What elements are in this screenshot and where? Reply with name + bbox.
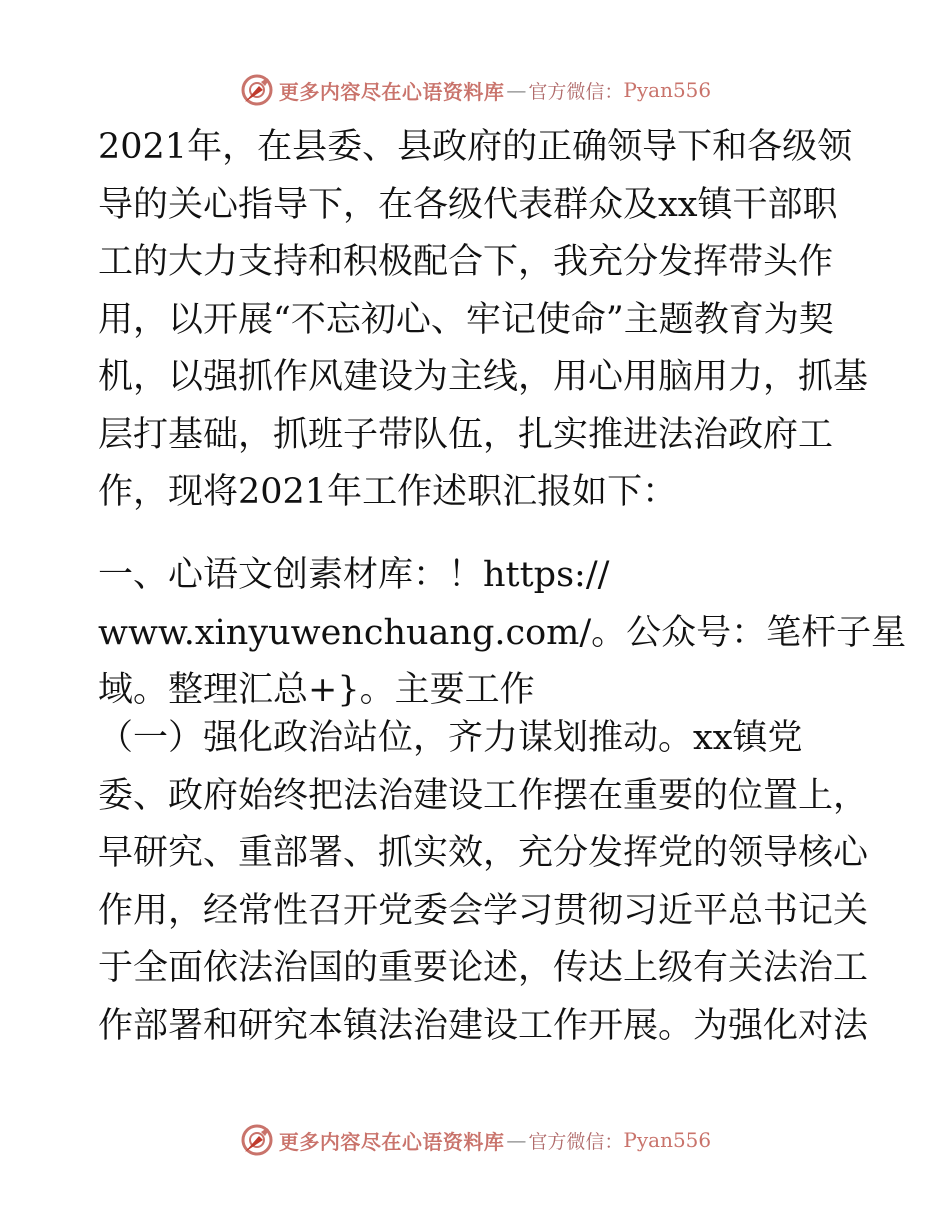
text-line: www.xinyuwenchuang.com/。公众号：笔杆子星 xyxy=(98,612,907,653)
text-line: 一、心语文创素材库：！https:// xyxy=(98,555,610,595)
watermark-separator: — xyxy=(506,1128,527,1152)
watermark-contact-label: 官方微信： xyxy=(528,1130,624,1153)
text-line: 作，现将2021年工作述职汇报如下： xyxy=(98,472,678,512)
watermark-contact-label: 官方微信： xyxy=(528,80,624,103)
text-line: 导的关心指导下，在各级代表群众及xx镇干部职 xyxy=(98,184,838,225)
text-line: 委、政府始终把法治建设工作摆在重要的位置上， xyxy=(98,775,869,816)
text-line: 域。整理汇总+}。主要工作 xyxy=(98,670,535,710)
watermark-main-text: 更多内容尽在心语资料库 xyxy=(278,1129,505,1154)
watermark-main-text: 更多内容尽在心语资料库 xyxy=(278,79,505,104)
watermark-banner-bottom xyxy=(0,1120,950,1160)
paragraph-section-heading xyxy=(98,547,907,720)
text-line: 机，以强抓作风建设为主线，用心用脑用力，抓基 xyxy=(98,357,869,397)
text-line: （一）强化政治站位，齐力谋划推动。xx镇党 xyxy=(98,718,803,758)
watermark-separator: — xyxy=(506,78,527,102)
text-line: 工的大力支持和积极配合下，我充分发挥带头作 xyxy=(98,242,834,282)
watermark-banner-top xyxy=(0,70,950,110)
pen-logo-icon xyxy=(239,1122,275,1158)
paragraph-subsection-one xyxy=(98,710,869,1055)
text-line: 作用，经常性召开党委会学习贯彻习近平总书记关 xyxy=(98,890,869,931)
text-line: 层打基础，抓班子带队伍，扎实推进法治政府工 xyxy=(98,414,834,455)
paragraph-intro xyxy=(98,119,869,522)
text-line: 早研究、重部署、抓实效，充分发挥党的领导核心 xyxy=(98,833,869,873)
text-line: 用，以开展“不忘初心、牢记使命”主题教育为契 xyxy=(98,299,834,340)
pen-logo-icon xyxy=(239,72,275,108)
watermark-contact-id: Pyan556 xyxy=(623,78,712,102)
text-line: 于全面依法治国的重要论述，传达上级有关法治工 xyxy=(98,948,869,988)
text-line: 2021年，在县委、县政府的正确领导下和各级领 xyxy=(98,127,853,167)
text-line: 作部署和研究本镇法治建设工作开展。为强化对法 xyxy=(98,1005,869,1046)
watermark-contact-id: Pyan556 xyxy=(623,1128,712,1152)
